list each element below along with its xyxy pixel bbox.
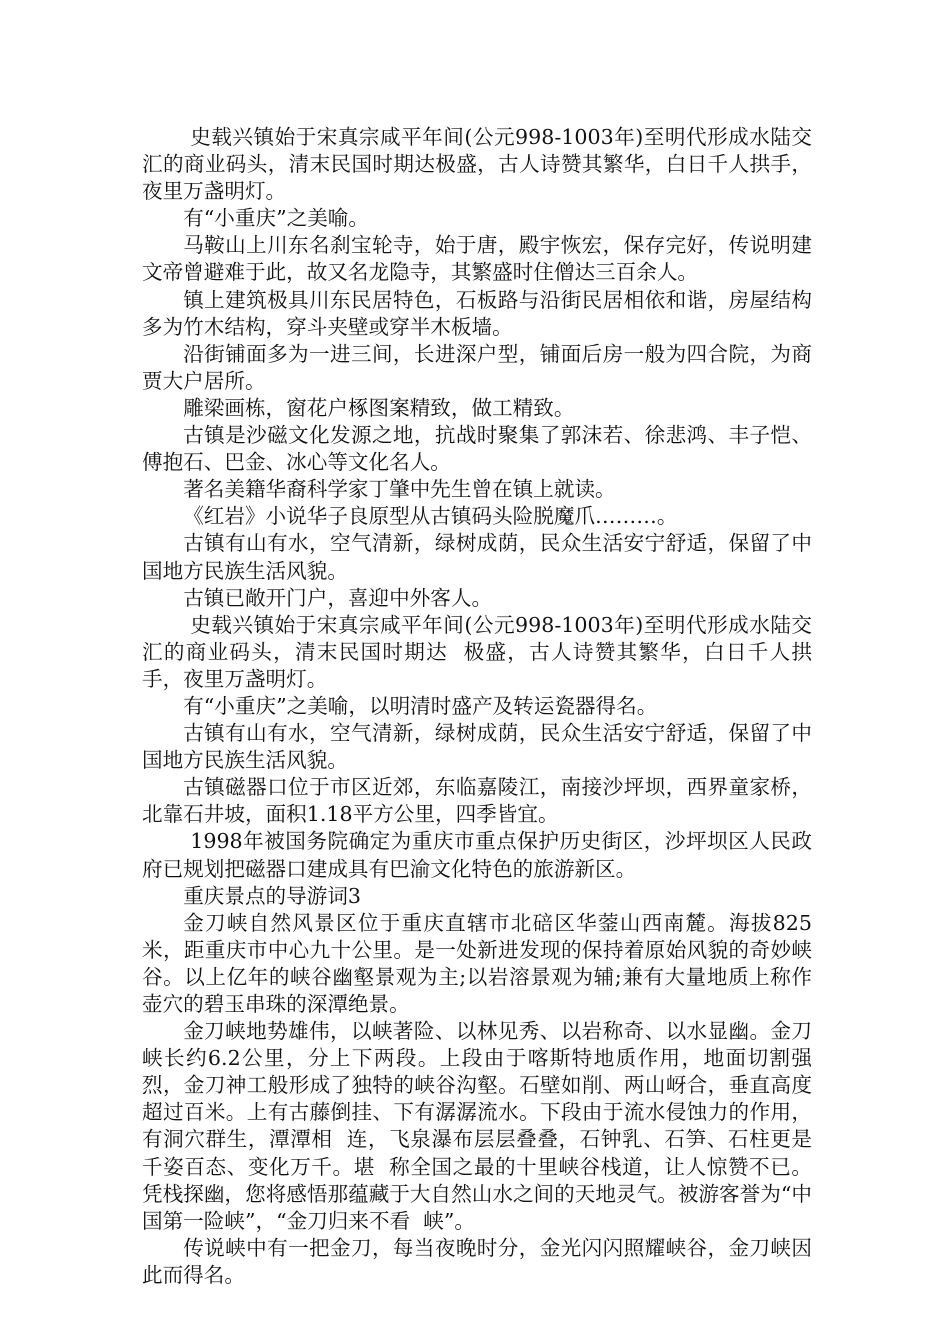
paragraph: 古镇是沙磁文化发源之地，抗战时聚集了郭沫若、徐悲鸿、丰子恺、傅抱石、巴金、冰心等文化名人。 <box>142 423 812 475</box>
paragraph: 史载兴镇始于宋真宗咸平年间(公元998-1003年)至明代形成水陆交汇的商业码头，清末民国时期达极盛，古人诗赞其繁华，白日千人拱手，夜里万盏明灯。 <box>142 125 812 204</box>
section-heading: 重庆景点的导游词3 <box>183 883 362 908</box>
paragraph: 著名美籍华裔科学家丁肇中先生曾在镇上就读。 <box>183 477 616 502</box>
document-body <box>142 124 812 1289</box>
paragraph: 古镇有山有水，空气清新，绿树成荫，民众生活安宁舒适，保留了中国地方民族生活风貌。 <box>142 721 812 773</box>
paragraph: 1998年被国务院确定为重庆市重点保护历史街区，沙坪坝区人民政府已规划把磁器口建成具有巴渝文化特色的旅游新区。 <box>142 829 812 881</box>
paragraph: 古镇已敞开门户，喜迎中外客人。 <box>183 585 493 610</box>
paragraph: 沿街铺面多为一进三间，长进深户型，铺面后房一般为四合院，为商贾大户居所。 <box>142 341 812 393</box>
paragraph: 《红岩》小说华子良原型从古镇码头险脱魔爪………。 <box>183 504 678 529</box>
paragraph: 雕梁画栋，窗花户椓图案精致，做工精致。 <box>183 395 575 420</box>
paragraph: 金刀峡地势雄伟，以峡著险、以林见秀、以岩称奇、以水显幽。金刀峡长约6.2公里，分上下两段。上段由于喀斯特地质作用，地面切割强烈，金刀神工般形成了独特的峡谷沟壑。石壁如削、两山岈合，垂直高度超过百米。上有古藤倒挂、下有潺潺流水。下段由于流水侵蚀力的作用，有洞穴群生，潭潭相 连，飞泉瀑布层层叠叠，石钟乳、石笋、石柱更是千姿百态、变化万千。堪 称全国之最的十里峡谷栈道，让人惊赞不已。凭栈探幽，您将感悟那蕴藏于大自然山水之间的天地灵气。被游客誉为“中国第一险峡”，“金刀归来不看 峡”。 <box>142 1019 812 1233</box>
paragraph: 史载兴镇始于宋真宗咸平年间(公元998-1003年)至明代形成水陆交汇的商业码头，清末民国时期达 极盛，古人诗赞其繁华，白日千人拱手，夜里万盏明灯。 <box>142 612 812 691</box>
paragraph: 传说峡中有一把金刀，每当夜晚时分，金光闪闪照耀峡谷，金刀峡因此而得名。 <box>142 1235 812 1287</box>
paragraph: 古镇磁器口位于市区近郊，东临嘉陵江，南接沙坪坝，西界童家桥，北靠石井坡，面积1.18平方公里，四季皆宜。 <box>142 775 812 827</box>
paragraph: 马鞍山上川东名刹宝轮寺，始于唐，殿宇恢宏，保存完好，传说明建文帝曾避难于此，故又名龙隐寺，其繁盛时住僧达三百余人。 <box>142 233 812 285</box>
paragraph: 古镇有山有水，空气清新，绿树成荫，民众生活安宁舒适，保留了中国地方民族生活风貌。 <box>142 531 812 583</box>
paragraph: 金刀峡自然风景区位于重庆直辖市北碚区华蓥山西南麓。海拔825米，距重庆市中心九十公里。是一处新进发现的保持着原始风貌的奇妙峡谷。以上亿年的峡谷幽壑景观为主;以岩溶景观为辅;兼有大量地质上称作壶穴的碧玉串珠的深潭绝景。 <box>142 910 812 1016</box>
paragraph: 有“小重庆”之美喻。 <box>183 206 369 231</box>
paragraph: 镇上建筑极具川东民居特色，石板路与沿街民居相依和谐，房屋结构多为竹木结构，穿斗夹壁或穿半木板墙。 <box>142 287 812 339</box>
paragraph: 有“小重庆”之美喻，以明清时盛产及转运瓷器得名。 <box>183 693 658 718</box>
